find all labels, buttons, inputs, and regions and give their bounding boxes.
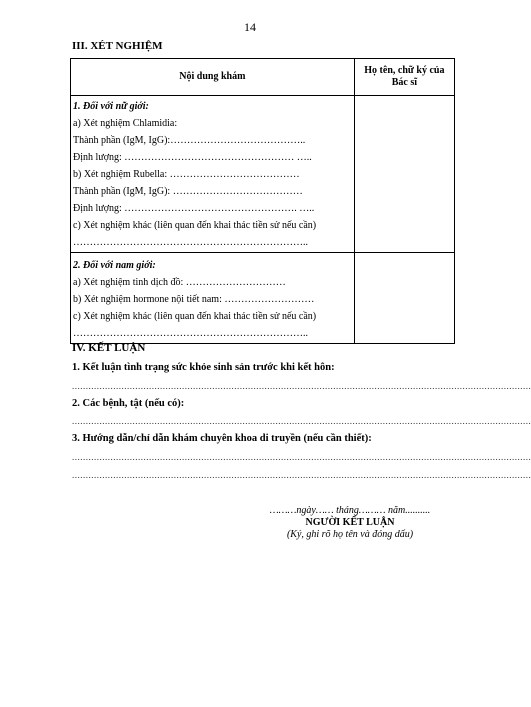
female-line: Thành phần (IgM, IgG):………………………………….. [73,135,306,146]
table-row-female [71,96,455,253]
male-line: b) Xét nghiệm hormone nội tiết nam: ……………………… [73,294,315,305]
conclusion-q3-label: 3. Hướng dẫn/chỉ dẫn khám chuyên khoa di truyền (nếu cần thiết): [72,433,372,444]
cell-female-doctor-signature [354,96,454,253]
section-title-xet-nghiem: III. XÉT NGHIỆM [72,40,163,52]
conclusion-q2-label: 2. Các bệnh, tật (nếu có): [72,398,185,409]
female-line: …………………………………………………………….. [73,237,308,248]
female-line: Thành phần (IgM, IgG): ………………………………… [73,186,303,197]
table-header-row [71,59,455,96]
cell-male-doctor-signature [354,253,454,344]
male-line: c) Xét nghiệm khác (liên quan đến khai thác tiền sử nếu cần) [73,311,317,322]
cell-male-content [71,253,355,344]
female-line: Định lượng: ……………………………………………. ….. [73,203,315,214]
female-line: b) Xét nghiệm Rubella: ………………………………… [73,169,300,180]
header-bac-si [354,59,454,96]
header-noi-dung-kham: Nội dung khám [71,59,355,96]
signature-title: NGƯỜI KẾT LUẬN [305,517,395,528]
header-bac-si-line2: Bác sĩ [391,77,417,88]
female-line: c) Xét nghiệm khác (liên quan đến khai thác tiền sử nếu cần) [73,220,317,231]
exam-table [70,58,455,344]
header-bac-si-line1: Họ tên, chữ ký của [364,65,445,76]
conclusion-q1-dotline: ....................................................................................................................................................................... [72,381,531,391]
female-heading: 1. Đối với nữ giới: [73,101,149,112]
female-line: Định lượng: …………………………………………… ….. [73,152,312,163]
signature-note: (Ký, ghi rõ họ tên và đóng dấu) [286,529,414,540]
page-number: 14 [244,20,256,34]
male-heading: 2. Đối với nam giới: [73,260,156,271]
signature-date: ………ngày…… tháng……… năm.......... [269,505,431,516]
female-line: a) Xét nghiệm Chlamidia: [73,118,178,129]
conclusion-q2-dotline: ....................................................................................................................................................................... [72,416,531,426]
male-line: a) Xét nghiệm tinh dịch đồ: ………………………… [73,277,286,288]
conclusion-q3-dotline-2: ....................................................................................................................................................................... [72,470,531,480]
male-line: …………………………………………………………….. [73,328,308,339]
table-row-male [71,253,455,344]
signature-block [255,505,445,541]
cell-female-content [71,96,355,253]
section-title-ket-luan: IV. KẾT LUẬN [72,342,146,354]
conclusion-q1-label: 1. Kết luận tình trạng sức khỏe sinh sản trước khi kết hôn: [72,362,335,373]
conclusion-q3-dotline-1: ....................................................................................................................................................................... [72,452,531,462]
